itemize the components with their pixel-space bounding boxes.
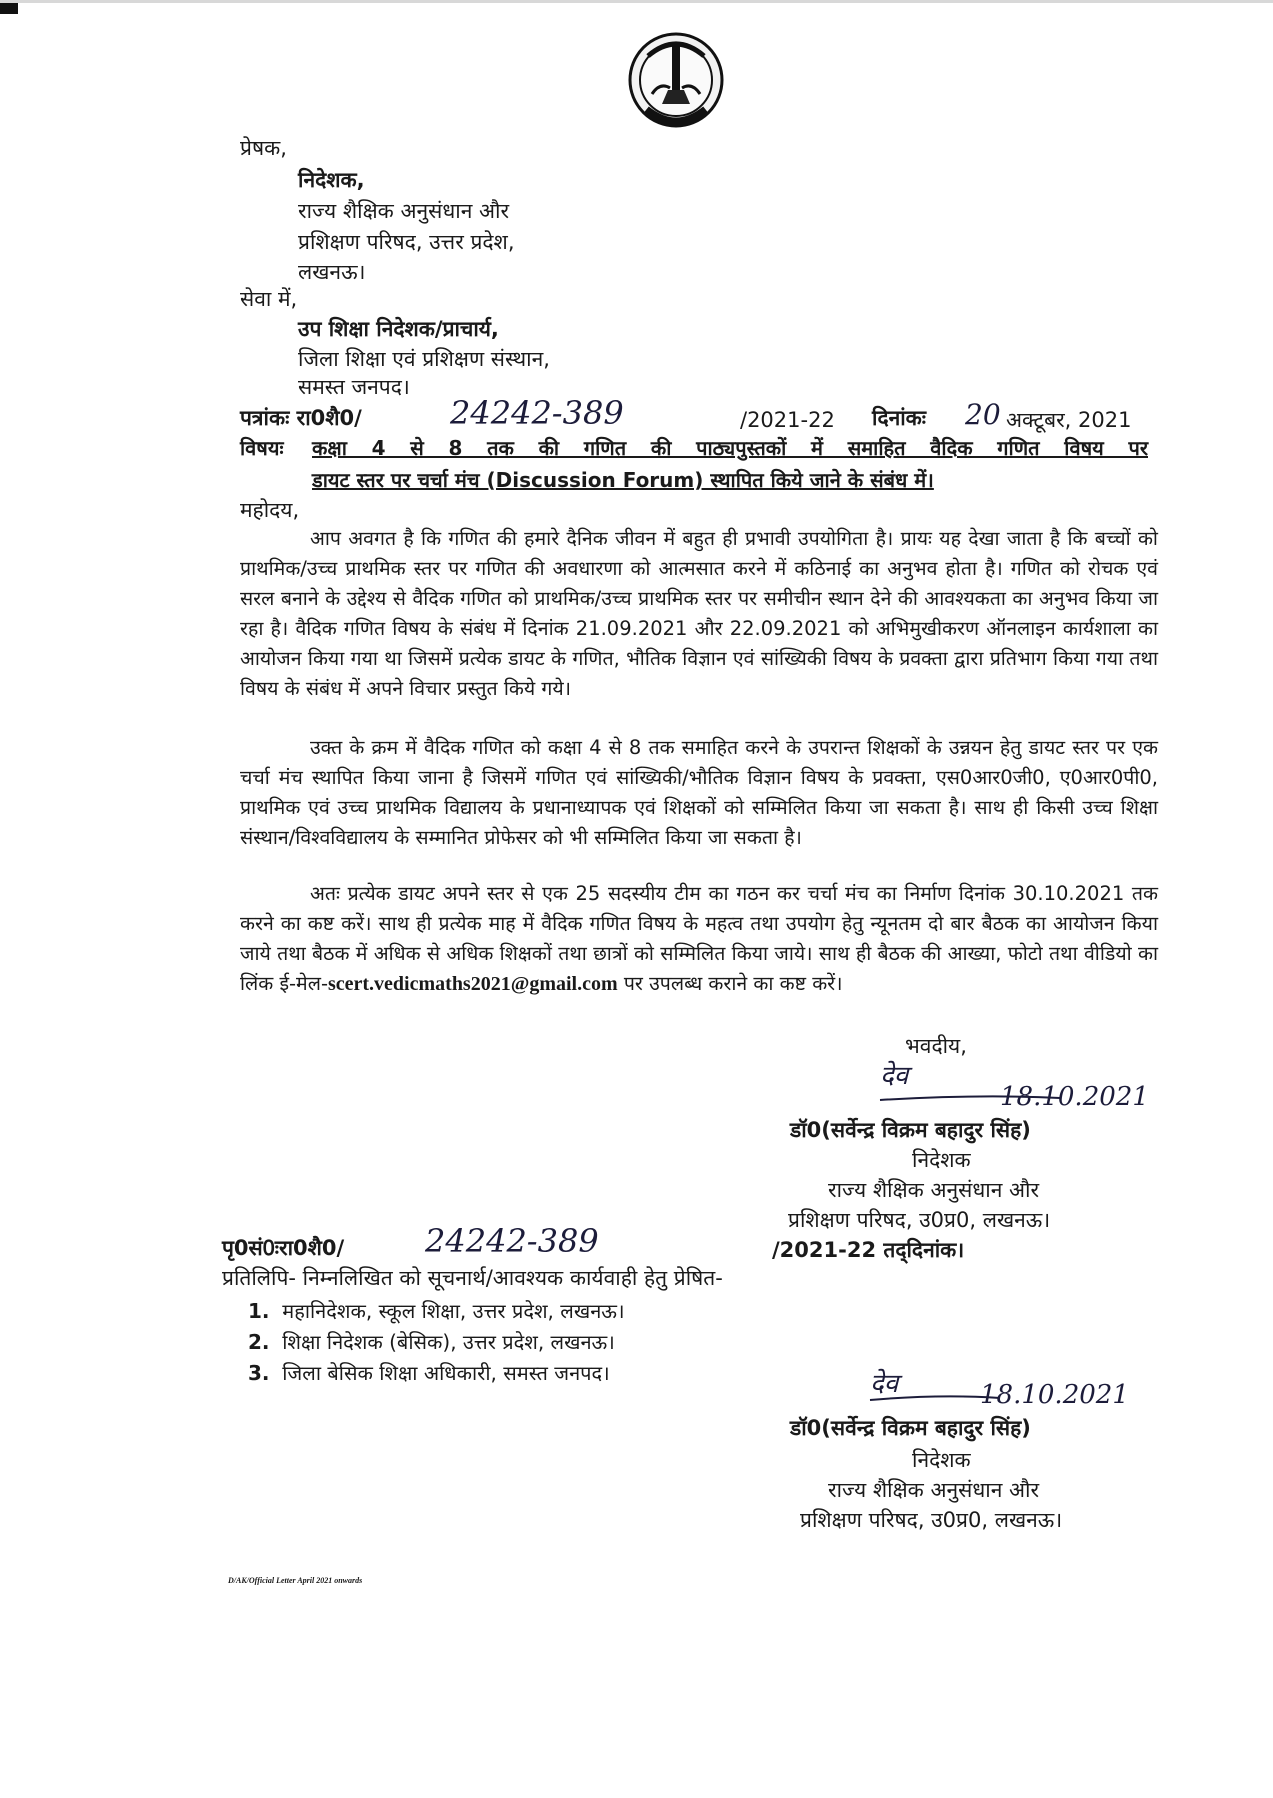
reference-label: पत्रांकः रा0शै0/	[240, 406, 362, 430]
salutation: महोदय,	[240, 498, 300, 522]
signatory-2-name: डॉ0(सर्वेन्द्र विक्रम बहादुर सिंह)	[790, 1416, 1031, 1440]
copy-list-num-1: 1.	[248, 1299, 270, 1323]
signatory-1-name: डॉ0(सर्वेन्द्र विक्रम बहादुर सिंह)	[790, 1118, 1031, 1142]
body-paragraph-1: आप अवगत है कि गणित की हमारे दैनिक जीवन में बहुत ही प्रभावी उपयोगिता है। प्रायः यह देखा जाता है कि बच्चों को प्राथमिक/उच्च प्राथमिक स्तर पर गणित की अवधारणा को आत्मसात करने में कठिनाई का अनुभव होता है। गणित को रोचक एवं सरल बनाने के उद्देश्य से वैदिक गणित को प्राथमिक/उच्च प्राथमिक स्तर पर समीचीन स्थान देने की आवश्यकता का अनुभव किया जा रहा है। वैदिक गणित विषय के संबंध में दिनांक 21.09.2021 और 22.09.2021 को अभिमुखीकरण ऑनलाइन कार्यशाला का आयोजन किया गया था जिसमें प्रत्येक डायट के गणित, भौतिक विज्ञान एवं सांख्यिकी विषय के प्रवक्ता द्वारा प्रतिभाग किया गया तथा विषय के संबंध में अपने विचार प्रस्तुत किये गये।	[240, 527, 1158, 700]
body-paragraph-3	[240, 879, 1158, 999]
copy-list-text-1: महानिदेशक, स्कूल शिक्षा, उत्तर प्रदेश, लखनऊ।	[282, 1299, 625, 1323]
body-paragraph-2: उक्त के क्रम में वैदिक गणित को कक्षा 4 से 8 तक समाहित करने के उपरान्त शिक्षकों के उन्नयन हेतु डायट स्तर पर एक चर्चा मंच स्थापित किया जाना है जिसमें गणित एवं सांख्यिकी/भौतिक विज्ञान विषय के प्रवक्ता, एस0आर0जी0, ए0आर0पी0, प्राथमिक एवं उच्च प्राथमिक विद्यालय के प्रधानाध्यापक एवं शिक्षकों को सम्मिलित किया जा सकता है। साथ ही किसी उच्च शिक्षा संस्थान/विश्वविद्यालय के सम्मानित प्रोफेसर को भी सम्मिलित किया जा सकता है।	[240, 736, 1158, 849]
copy-intro	[222, 1264, 723, 1292]
subject-text-line-1: कक्षा 4 से 8 तक की गणित की पाठ्यपुस्तकों में समाहित वैदिक गणित विषय पर	[312, 436, 1148, 460]
copy-list-item-2	[248, 1327, 615, 1357]
scan-top-edge	[0, 0, 1273, 3]
copy-ref-number-handwritten: 24242-389	[425, 1222, 599, 1260]
copy-ref-label: पृ0सं0ःरा0शै0/	[222, 1236, 345, 1260]
copy-list-text-3: जिला बेसिक शिक्षा अधिकारी, समस्त जनपद।	[282, 1361, 610, 1385]
signature-1-initials: देव	[880, 1061, 909, 1091]
closing: भवदीय,	[905, 1034, 967, 1058]
sender-title: निदेशक,	[298, 168, 365, 192]
emblem-icon	[626, 30, 726, 130]
contact-email: scert.vedicmaths2021@gmail.com	[327, 973, 618, 995]
date-month-year: अक्टूबर, 2021	[1006, 408, 1132, 432]
signature-2-date: 18.10.2021	[980, 1380, 1129, 1410]
body-paragraph-3-end: पर उपलब्ध कराने का कष्ट करें।	[617, 972, 843, 995]
subject-label: विषयः	[240, 436, 284, 460]
signature-1-date: 18.10.2021	[1000, 1082, 1149, 1112]
recipient-label: सेवा में,	[240, 287, 298, 311]
signatory-1-title: निदेशक	[912, 1148, 971, 1172]
copy-list-text-2: शिक्षा निदेशक (बेसिक), उत्तर प्रदेश, लखनऊ।	[282, 1330, 615, 1354]
copy-list-item-3	[248, 1358, 610, 1388]
signatory-2-line-2: प्रशिक्षण परिषद, उ0प्र0, लखनऊ।	[800, 1508, 1063, 1532]
sender-label: प्रेषक,	[240, 136, 287, 160]
date-label: दिनांकः	[872, 406, 927, 430]
recipient-line-1: जिला शिक्षा एवं प्रशिक्षण संस्थान,	[298, 347, 550, 371]
body-paragraph-3-text: अतः प्रत्येक डायट अपने स्तर से एक 25 सदस्यीय टीम का गठन कर चर्चा मंच का निर्माण दिनांक 30.10.2021 तक करने का कष्ट करें। साथ ही प्रत्येक माह में वैदिक गणित विषय के महत्व तथा उपयोग हेतु न्यूनतम दो बार बैठक का आयोजन किया जाये तथा बैठक में अधिक से अधिक शिक्षकों तथा छात्रों को सम्मिलित किया जाये। साथ ही बैठक की आख्या, फोटो तथा वीडियो का लिंक ई-मेल-	[240, 882, 1158, 995]
reference-year: /2021-22	[740, 408, 835, 432]
subject-text-line-2: डायट स्तर पर चर्चा मंच (Discussion Forum) स्थापित किये जाने के संबंध में।	[312, 468, 934, 492]
recipient-line-2: समस्त जनपद।	[298, 375, 410, 399]
footer-reference-note: D/AK/Official Letter April 2021 onwards	[228, 1576, 363, 1585]
signatory-1-line-2: प्रशिक्षण परिषद, उ0प्र0, लखनऊ।	[788, 1208, 1051, 1232]
signatory-2-title: निदेशक	[912, 1448, 971, 1472]
emblem-logo	[626, 30, 726, 130]
recipient-title: उप शिक्षा निदेशक/प्राचार्य,	[298, 317, 499, 341]
signatory-1-line-1: राज्य शैक्षिक अनुसंधान और	[828, 1178, 1040, 1202]
sender-line-2: प्रशिक्षण परिषद, उत्तर प्रदेश,	[298, 230, 515, 254]
copy-list-num-2: 2.	[248, 1330, 270, 1354]
copy-ref-year: /2021-22 तद्‌दिनांक।	[772, 1238, 965, 1262]
subject-line-1	[312, 432, 1148, 464]
sender-line-3: लखनऊ।	[298, 260, 366, 284]
subject-line-2	[312, 464, 934, 496]
copy-list-item-1	[248, 1296, 625, 1326]
copy-list-num-3: 3.	[248, 1361, 270, 1385]
signatory-2-line-1: राज्य शैक्षिक अनुसंधान और	[828, 1478, 1040, 1502]
copy-intro-text: प्रतिलिपि- निम्नलिखित को सूचनार्थ/आवश्यक कार्यवाही हेतु प्रेषित-	[222, 1266, 723, 1290]
date-day-handwritten: 20	[965, 398, 1001, 431]
reference-number-handwritten: 24242-389	[450, 394, 624, 432]
sender-line-1: राज्य शैक्षिक अनुसंधान और	[298, 199, 510, 223]
signature-2-initials: देव	[870, 1369, 899, 1399]
